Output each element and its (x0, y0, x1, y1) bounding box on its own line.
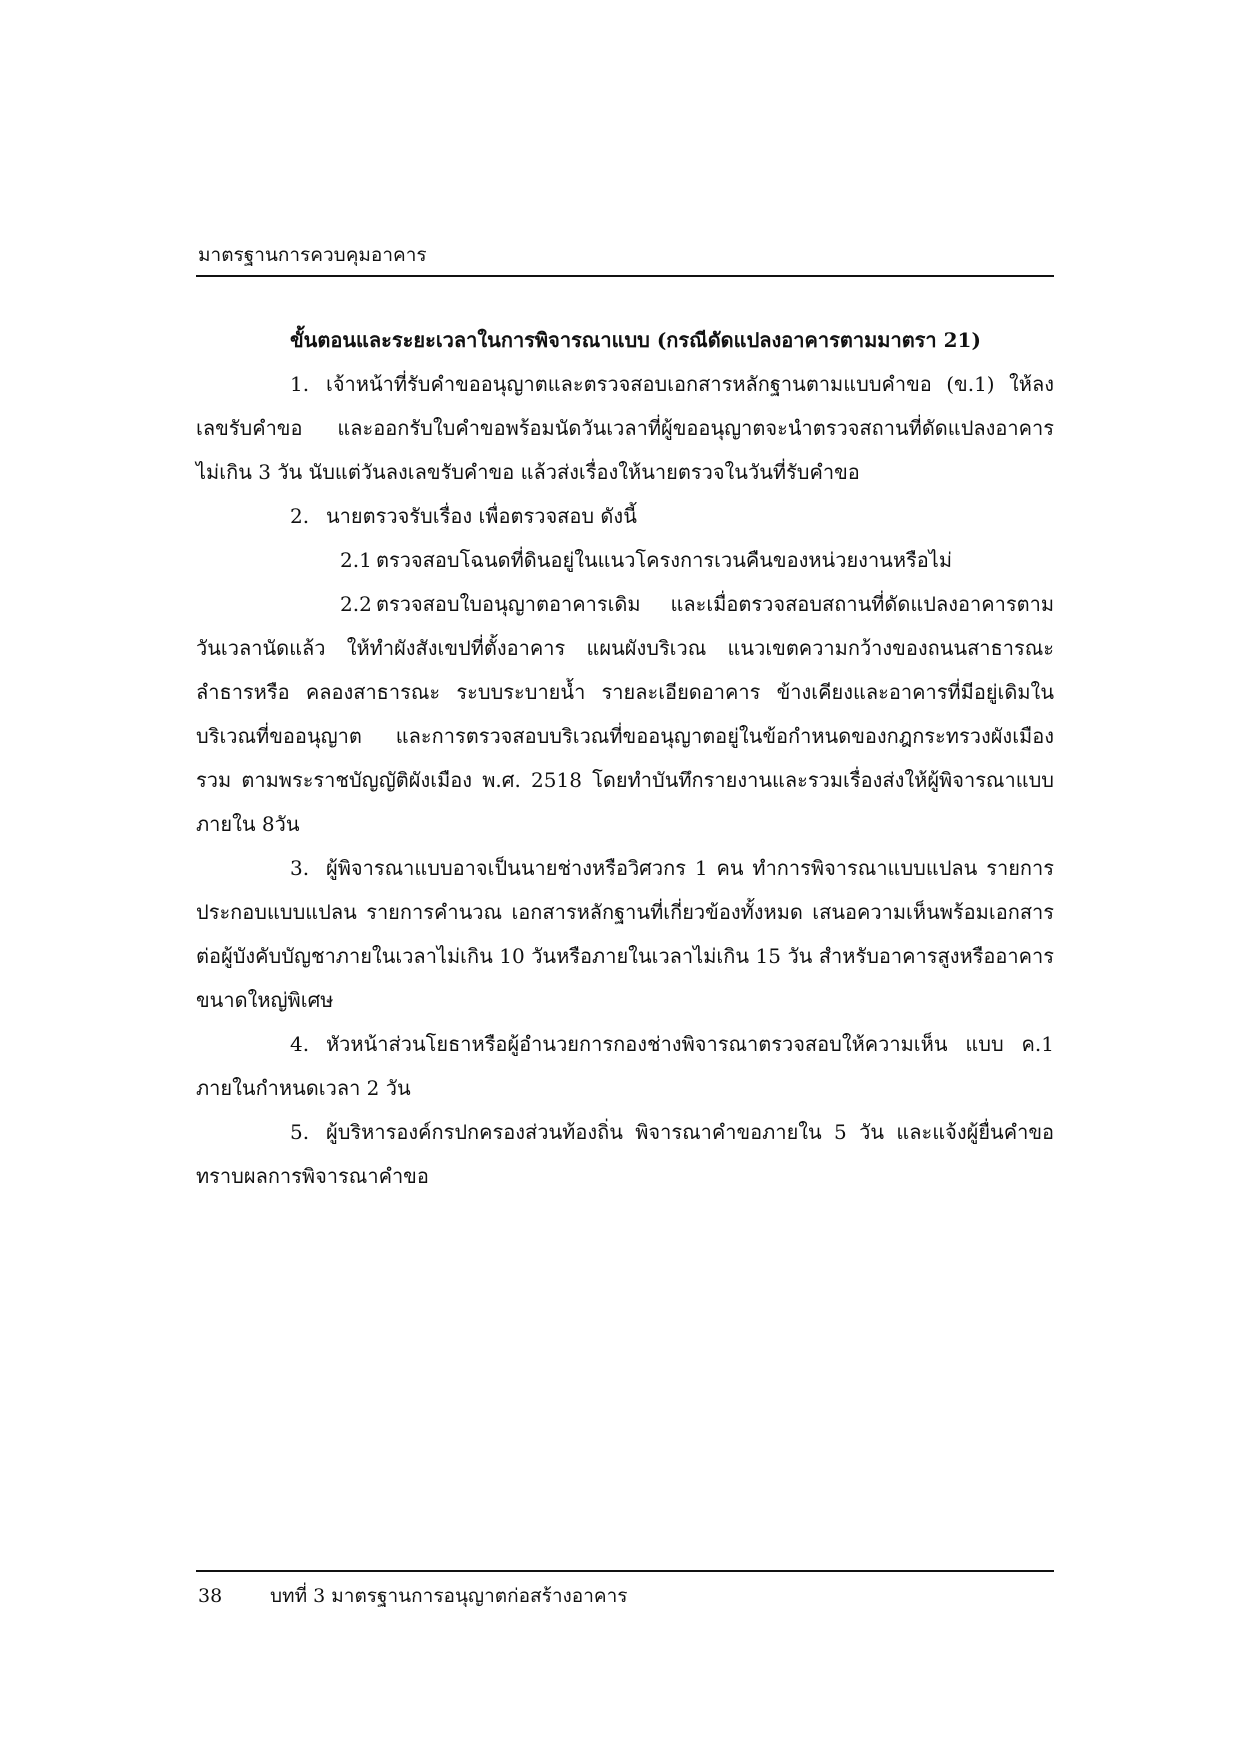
item-number: 2. (290, 504, 310, 528)
subitem-number: 2.1 (340, 548, 372, 572)
chapter-title: บทที่ 3 มาตรฐานการอนุญาตก่อสร้างอาคาร (270, 1585, 628, 1607)
item-number: 5. (290, 1120, 310, 1144)
list-item (196, 362, 1054, 494)
page-number: 38 (198, 1585, 223, 1607)
subitem-text: ตรวจสอบใบอนุญาตอาคารเดิม และเมื่อตรวจสอบสถานที่ดัดแปลงอาคารตามวันเวลานัดแล้ว ให้ทำผังสังเขปที่ตั้งอาคาร แผนผังบริเวณ แนวเขตความกว้างของถนนสาธารณะ ลำธารหรือ คลองสาธารณะ ระบบระบายน้ำ รายละเอียดอาคาร ข้างเคียงและอาคารที่มีอยู่เดิมในบริเวณที่ขออนุญาต และการตรวจสอบบริเวณที่ขออนุญาตอยู่ในข้อกำหนดของกฎกระทรวงผังเมืองรวม ตามพระราชบัญญัติผังเมือง พ.ศ. 2518 โดยทำบันทึกรายงานและรวมเรื่องส่งให้ผู้พิจารณาแบบภายใน 8วัน (196, 592, 1054, 836)
item-number: 4. (290, 1032, 310, 1056)
item-text: ผู้บริหารองค์กรปกครองส่วนท้องถิ่น พิจารณาคำขอภายใน 5 วัน และแจ้งผู้ยื่นคำขอทราบผลการพิจารณาคำขอ (196, 1120, 1054, 1188)
list-item (196, 1110, 1054, 1198)
subitem-text: ตรวจสอบโฉนดที่ดินอยู่ในแนวโครงการเวนคืนของหน่วยงานหรือไม่ (376, 548, 953, 572)
item-number: 3. (290, 856, 310, 880)
page-header (196, 243, 1054, 277)
list-item (196, 846, 1054, 1022)
item-text: หัวหน้าส่วนโยธาหรือผู้อำนวยการกองช่างพิจารณาตรวจสอบให้ความเห็น แบบ ค.1 ภายในกำหนดเวลา 2 วัน (196, 1032, 1054, 1100)
subitem-number: 2.2 (340, 592, 372, 616)
sub-list-item (196, 582, 1054, 846)
item-text: นายตรวจรับเรื่อง เพื่อตรวจสอบ ดังนี้ (326, 504, 637, 528)
list-item (196, 494, 1054, 538)
item-text: ผู้พิจารณาแบบอาจเป็นนายช่างหรือวิศวกร 1 คน ทำการพิจารณาแบบแปลน รายการประกอบแบบแปลน รายการคำนวณ เอกสารหลักฐานที่เกี่ยวข้องทั้งหมด เสนอความเห็นพร้อมเอกสารต่อผู้บังคับบัญชาภายในเวลาไม่เกิน 10 วันหรือภายในเวลาไม่เกิน 15 วัน สำหรับอาคารสูงหรืออาคารขนาดใหญ่พิเศษ (196, 856, 1054, 1012)
section-title: ขั้นตอนและระยะเวลาในการพิจารณาแบบ (กรณีดัดแปลงอาคารตามมาตรา 21) (290, 328, 981, 352)
header-title: มาตรฐานการควบคุมอาคาร (198, 244, 427, 266)
document-body (196, 318, 1054, 1198)
sub-list-item (196, 538, 1054, 582)
page-footer (196, 1570, 1054, 1612)
item-number: 1. (290, 372, 310, 396)
item-text: เจ้าหน้าที่รับคำขออนุญาตและตรวจสอบเอกสารหลักฐานตามแบบคำขอ (ข.1) ให้ลงเลขรับคำขอ และออกรับใบคำขอพร้อมนัดวันเวลาที่ผู้ขออนุญาตจะนำตรวจสถานที่ดัดแปลงอาคาร ไม่เกิน 3 วัน นับแต่วันลงเลขรับคำขอ แล้วส่งเรื่องให้นายตรวจในวันที่รับคำขอ (196, 372, 1054, 484)
list-item (196, 1022, 1054, 1110)
